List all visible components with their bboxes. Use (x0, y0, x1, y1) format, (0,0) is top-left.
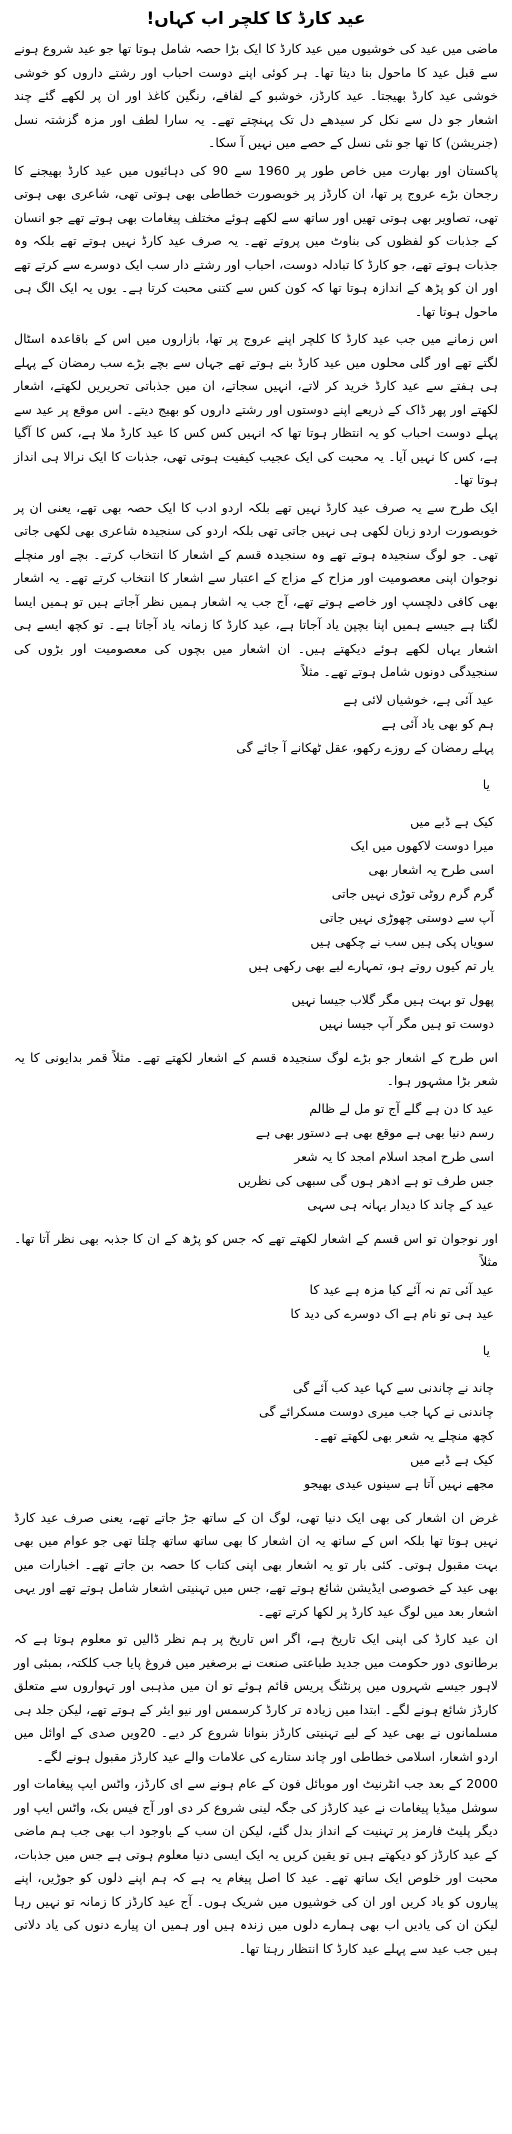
paragraph: غرض ان اشعار کی بھی ایک دنیا تھی، لوگ ان کے ساتھ جڑ جاتے تھے، یعنی صرف عید کارڈ نہیں ہوتا تھا بلکہ اس کے ساتھ یہ ان اشعار کا بھی ساتھ ساتھ چلتا تھی جو عوام میں بھی بہت مقبول ہوتی۔ کئی بار تو یہ اشعار بھی اپنی کتاب کا حصہ بن جاتے تھے۔ اخبارات میں بھی عید کے خصوصی ایڈیشن شائع ہوتے تھے، جس میں تہنیتی اشعار شامل ہوتے تھے اور یہی اشعار بعد میں لوگ عید کارڈ پر لکھا کرتے تھے۔ (14, 1509, 498, 1619)
verse-block (14, 1376, 498, 1496)
verse-line: میرا دوست لاکھوں میں ایک (350, 837, 494, 853)
verse-line: کچھ منچلے یہ شعر بھی لکھتے تھے۔ (312, 1427, 494, 1443)
article-body (14, 37, 498, 1960)
article-title: عید کارڈ کا کلچر اب کہاں! (146, 9, 366, 29)
verse-line: عید آئی تم نہ آئے کیا مزہ ہے عید کا (309, 1281, 494, 1297)
paragraph: ایک طرح سے یہ صرف عید کارڈ نہیں تھے بلکہ اردو ادب کا ایک حصہ بھی تھے، یعنی ان پر خوبصورت اردو زبان لکھی ہی نہیں جاتی تھی بلکہ اردو کی سنجیدہ شاعری بھی لکھی جاتی تھی۔ جو لوگ سنجیدہ ہوتے تھے وہ سنجیدہ قسم کے اشعار کا انتخاب کرتے۔ بچے اور منچلے نوجوان اپنی معصومیت اور مزاح کے مزاج کے اعتبار سے اشعار کا انتخاب کرتے تھے۔ یہ اشعار بھی کافی دلچسپ اور خاصے ہوتے تھے، آج جب یہ اشعار ہمیں نظر آجاتے ہیں تو ہمیں ایسا لگتا ہے جیسے ہمیں اپنا بچپن یاد آجاتا ہے، عید کارڈ کا زمانہ یاد آجاتا ہے۔ تو کچھ ایسے ہی اشعار یہاں لکھے ہوئے دیکھتے ہیں۔ ان اشعار میں بچوں کی معصومیت اور بڑوں کی سنجیدگی دونوں شامل ہوتے تھے۔ مثلاً (14, 499, 498, 679)
verse-line: رسم دنیا بھی ہے موقع بھی ہے دستور بھی ہے (255, 1124, 494, 1140)
verse-block (14, 988, 498, 1036)
verse-line: کیک ہے ڈبے میں (410, 813, 494, 829)
verse-block (14, 1097, 498, 1217)
paragraph: اس طرح کے اشعار جو بڑے لوگ سنجیدہ قسم کے اشعار لکھتے تھے۔ مثلاً قمر بدایونی کا یہ شعر بڑا مشہور ہوا۔ (14, 1049, 498, 1088)
paragraph: ماضی میں عید کی خوشیوں میں عید کارڈ کا ایک بڑا حصہ شامل ہوتا تھا جو عید شروع ہونے سے قبل عید کا ماحول بنا دیتا تھا۔ ہر کوئی اپنے دوست احباب اور رشتے داروں کو خوشی خوشی عید کارڈ بھیجتا۔ عید کارڈز، خوشبو کے لفافے، رنگین کاغذ اور ان پر لکھے گئے چند اشعار جو دل سے نکل کر سیدھے دل تک پہنچتے تھے۔ یہ سارا لطف اور مزہ گزشتہ نسل (جنریشن) کا تھا جو نئی نسل کے حصے میں نہیں آ سکا۔ (14, 41, 498, 150)
verse-line: پہلے رمضان کے روزے رکھو، عقل ٹھکانے آ جائے گی (236, 739, 494, 755)
paragraph: پاکستان اور بھارت میں خاص طور پر 1960 سے 90 کی دہائیوں میں عید کارڈ بھیجنے کا رجحان بڑے عروج پر تھا، ان کارڈز پر خوبصورت خطاطی بھی ہوتی تھی، شاعری بھی ہوتی تھی، تصاویر بھی ہوتی تھیں اور ساتھ سے لکھے ہوئے مختلف پیغامات بھی ہوتے تھے جو انسان کے جذبات کو لفظوں کی بناوٹ میں پروتے تھے۔ یہ صرف عید کارڈ نہیں ہوتے تھے بلکہ وہ جذبات ہوتے تھے، جو کارڈ کا تبادلہ دوست، احباب اور رشتے دار سب ایک دوسرے سے کرتے تھے اور ان کو پڑھ کے اندازہ ہوتا تھا کہ کون کس سے کتنی محبت کرتا ہے۔ یوں یہ ایک الگ ہی ماحول ہوتا تھا۔ (14, 162, 499, 319)
paragraph: اس زمانے میں جب عید کارڈ کا کلچر اپنے عروج پر تھا، بازاروں میں اس کے باقاعدہ اسٹال لگتے تھے اور گلی محلوں میں عید کارڈ بنے ہوتے تھے جہاں سے بچے بڑے سب رمضان کے پہلے ہی ہفتے سے عید کارڈ خرید کر لاتے، انہیں سجاتے، ان میں جذباتی تحریریں لکھتے، اشعار لکھتے اور پھر ڈاک کے ذریعے اپنے دوستوں اور رشتے داروں کو بھیج دیتے۔ اس موقع پر عید سے پہلے دوست احباب کو یہ انتظار ہوتا تھا کہ انہیں کس کس کا عید کارڈ ملا ہے، کس کا آگیا ہے، کس کا نہیں آیا۔ یہ محبت کی ایک عجیب کیفیت ہوتی تھی، جذبات کا ایک نرالا ہی انداز ہوتا تھا۔ (14, 331, 498, 487)
verse-line: گرم گرم روٹی توڑی نہیں جاتی (331, 885, 494, 901)
verse-line: دوست تو ہیں مگر آپ جیسا نہیں (318, 1015, 494, 1031)
verse-line: عید کا دن ہے گلے آج تو مل لے ظالم (309, 1100, 494, 1116)
paragraph: اور نوجوان تو اس قسم کے اشعار لکھتے تھے کہ جس کو پڑھ کے ان کا جذبہ بھی نظر آتا تھا۔ مثلاً (14, 1230, 498, 1269)
verse-line: جس طرف تو ہے ادھر ہوں گی سبھی کی نظریں (237, 1172, 494, 1188)
verse-line: چاندنی نے کہا جب میری دوست مسکرائے گی (259, 1403, 494, 1419)
paragraph: 2000 کے بعد جب انٹرنیٹ اور موبائل فون کے عام ہونے سے ای کارڈز، واٹس ایپ پیغامات اور سوشل میڈیا پیغامات نے عید کارڈز کی جگہ لینی شروع کر دی اور آج فیس بک، واٹس ایپ اور دیگر پلیٹ فارمز پر تہنیت کے انداز بدل گئے، لیکن ان سب کے باوجود اب بھی جب ہم ماضی کے عید کارڈز کو دیکھتے ہیں تو یقین کریں یہ ایک ایسی دنیا معلوم ہوتی ہے جس میں جذبات، محبت اور خلوص ایک ساتھ تھے۔ عید کا اصل پیغام یہ ہے کہ ہم اپنے دلوں کو جوڑیں، اپنے پیاروں کو یاد کریں اور ان کی خوشیوں میں شریک ہوں۔ آج عید کارڈز کا زمانہ تو نہیں رہا لیکن ان کی یادیں اب بھی ہمارے دلوں میں زندہ ہیں اور ہمیں ان پیارے دنوں کی یاد دلاتی ہیں جب عید سے پہلے عید کارڈ کا انتظار رہتا تھا۔ (14, 1776, 498, 1956)
verse-line: مجھے نہیں آتا ہے سینوں عیدی بھیجو (304, 1475, 494, 1491)
verse-line: آپ سے دوستی چھوڑی نہیں جاتی (319, 909, 494, 925)
verse-line: اسی طرح امجد اسلام امجد کا یہ شعر (294, 1148, 494, 1164)
verse-block (14, 1278, 498, 1326)
verse-line: یار تم کیوں روتے ہو، تمہارے لیے بھی رکھی ہیں (248, 957, 494, 973)
verse-line: کیک ہے ڈبے میں (410, 1451, 494, 1467)
verse-line: چاند نے چاندنی سے کہا عید کب آئے گی (292, 1379, 494, 1395)
verse-block (14, 810, 498, 978)
verse-line: عید ہی تو نام ہے اک دوسرے کی دید کا (290, 1305, 494, 1321)
paragraph: ان عید کارڈ کی اپنی ایک تاریخ ہے، اگر اس تاریخ پر ہم نظر ڈالیں تو معلوم ہوتا ہے کہ برطانوی دور حکومت میں جدید طباعتی صنعت نے برصغیر میں فروغ پایا جب کلکتہ، بمبئی اور لاہور جیسے شہروں میں پرنٹنگ پریس قائم ہوئے تو ان میں مذہبی اور تہواروں سے متعلق کارڈز شائع ہونے لگے۔ ابتدا میں زیادہ تر کارڈ کرسمس اور نیو ایئر کے ہوتے تھے، لیکن جلد ہی مسلمانوں نے بھی عید کے لیے تہنیتی کارڈز بنوانا شروع کر دیے۔ 20ویں صدی کے اوائل میں اردو اشعار، اسلامی خطاطی اور چاند ستارے کی علامات والے عید کارڈز مقبول ہونے لگے۔ (14, 1631, 498, 1764)
separator-word: یا (482, 776, 490, 792)
verse-line: ہم کو بھی یاد آئی ہے (381, 715, 494, 731)
verse-line: عید آئی ہے، خوشیاں لائی ہے (343, 691, 494, 707)
verse-line: اسی طرح یہ اشعار بھی (368, 861, 494, 877)
verse-line: عید کے چاند کا دیدار بہانہ ہی سہی (307, 1196, 494, 1212)
verse-line: سویاں پکی ہیں سب نے چکھی ہیں (310, 933, 494, 949)
verse-block (14, 688, 498, 760)
verse-line: پھول تو بہت ہیں مگر گلاب جیسا نہیں (291, 991, 494, 1007)
separator-word: یا (482, 1342, 490, 1358)
